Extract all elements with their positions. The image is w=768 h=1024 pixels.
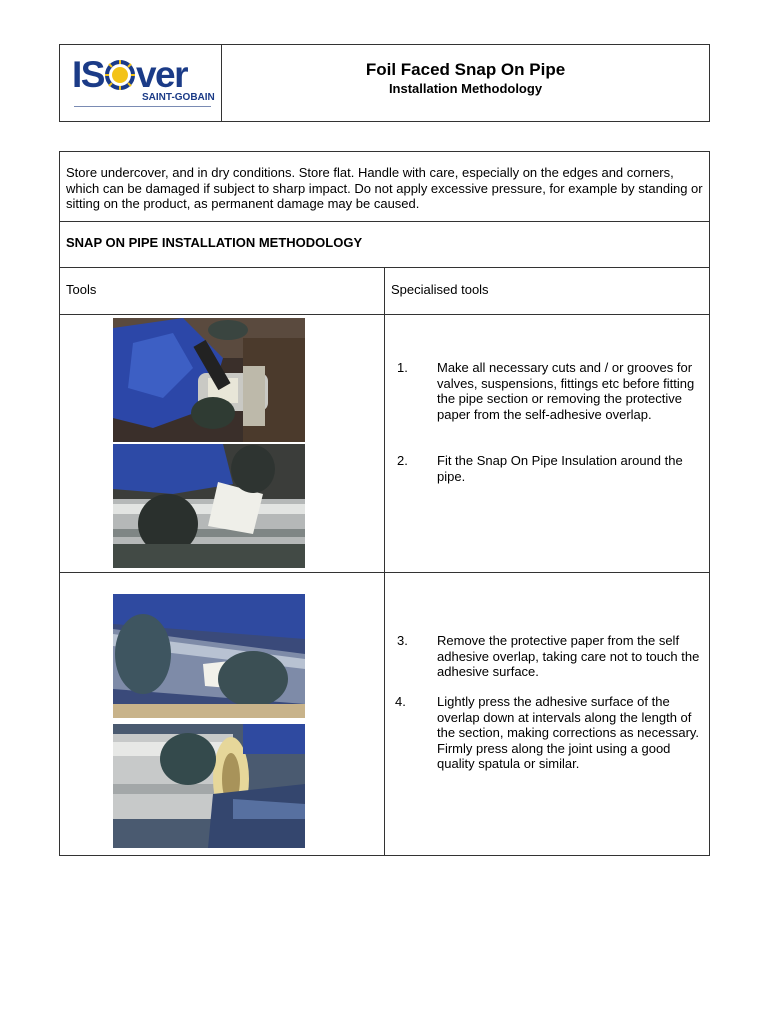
step-number: 4. [395, 694, 406, 709]
photo-pressing-overlap [113, 724, 305, 848]
column-header-tools: Tools [66, 282, 97, 297]
section-heading: SNAP ON PIPE INSTALLATION METHODOLOGY [66, 235, 363, 250]
document-title: Foil Faced Snap On Pipe [365, 60, 566, 79]
logo-cell [60, 45, 222, 121]
step-text: Fit the Snap On Pipe Insulation around the pipe. [437, 453, 683, 484]
storage-note: Store undercover, and in dry conditions. Store flat. Handle with care, especially on the edges and corners, which can be damaged if subject to sharp impact. Do not apply excessive pressure, for example by standing or sitting on the product, as permanent damage may be caused. [66, 165, 703, 212]
step-text: Lightly press the adhesive surface of the overlap down at intervals along the length of the section, making corrections as necessary. Firmly press along the joint using a good quality spatula or similar. [437, 694, 700, 772]
document-subtitle: Installation Methodology [388, 81, 543, 96]
photo-removing-protective-paper [113, 594, 305, 718]
photo-cutting-pipe-section [113, 318, 305, 442]
column-header-specialised-tools: Specialised tools [391, 282, 489, 297]
step-text: Remove the protective paper from the self adhesive overlap, taking care not to touch the adhesive surface. [437, 633, 700, 680]
row-divider [60, 572, 709, 573]
methodology-table [59, 151, 710, 856]
document-header [59, 44, 710, 122]
row-divider [60, 221, 709, 222]
isover-logo: IS ver [72, 54, 188, 95]
row-divider [60, 314, 709, 315]
logo-subbrand: SAINT-GOBAIN [142, 92, 215, 103]
column-divider [384, 267, 385, 855]
step-number: 3. [397, 633, 408, 648]
photo-fitting-insulation [113, 444, 305, 568]
logo-o-mark-icon [105, 58, 135, 88]
title-cell [222, 45, 709, 121]
logo-rule [74, 106, 211, 107]
step-number: 1. [397, 360, 408, 375]
step-text: Make all necessary cuts and / or grooves for valves, suspensions, fittings etc before fitting the pipe section or removing the protective paper from the self-adhesive overlap. [437, 360, 695, 422]
step-number: 2. [397, 453, 408, 468]
